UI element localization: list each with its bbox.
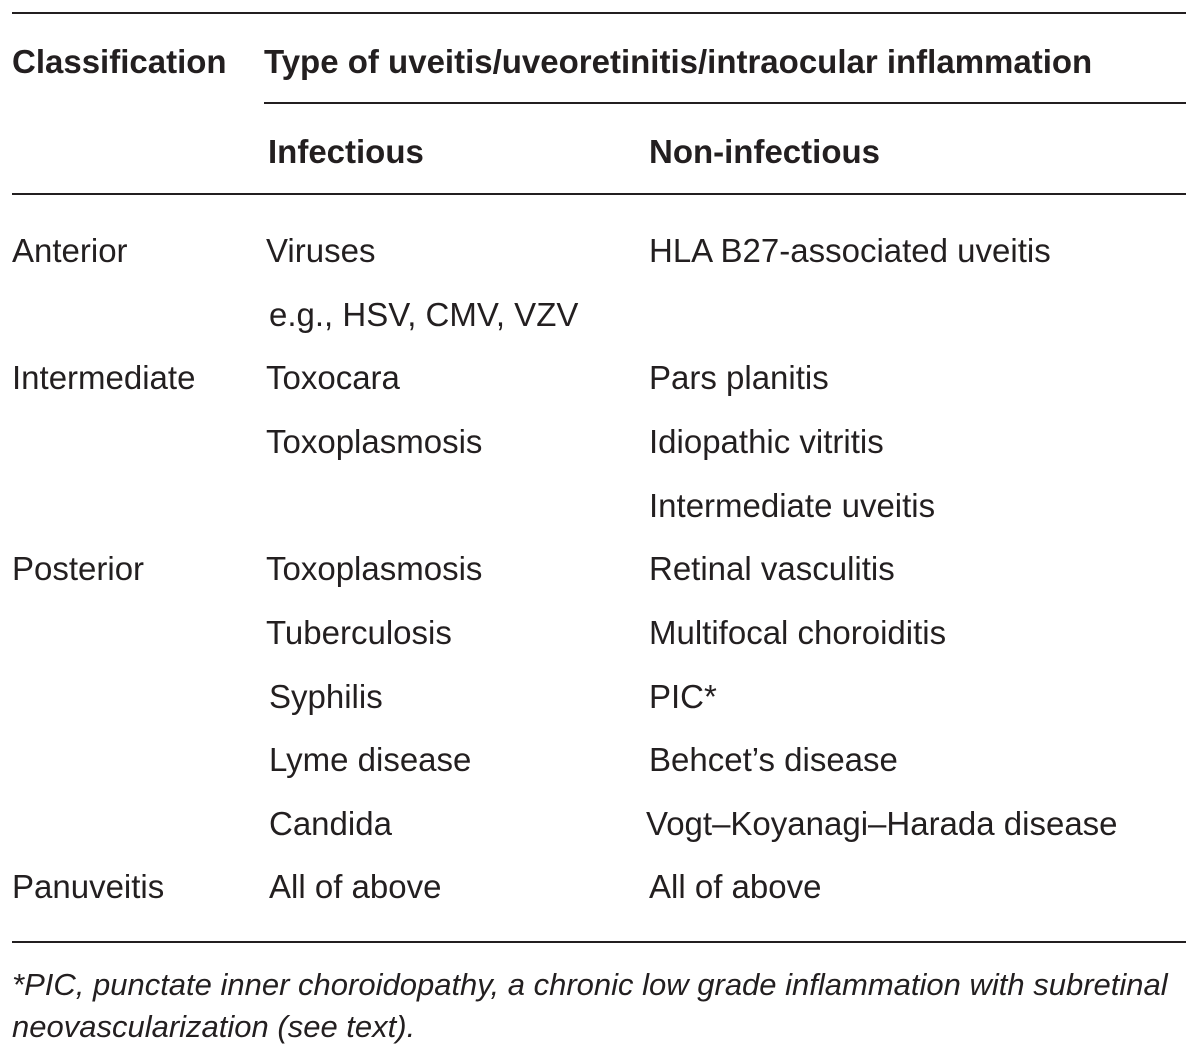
table-bottom-rule [12, 941, 1186, 943]
row-9-non-infectious: Vogt–Koyanagi–Harada disease [646, 805, 1118, 842]
row-0-classification: Anterior [12, 232, 128, 269]
row-8-non-infectious: Behcet’s disease [649, 741, 898, 778]
row-0-non-infectious: HLA B27-associated uveitis [649, 232, 1051, 269]
table-footnote: *PIC, punctate inner choroidopathy, a chronic low grade inflammation with subretinal neovascularization (see text). [12, 967, 1168, 1044]
row-5-infectious: Toxoplasmosis [266, 550, 483, 587]
row-0-infectious: Viruses [266, 232, 376, 269]
row-6-non-infectious: Multifocal choroiditis [649, 614, 947, 651]
header-bottom-rule [12, 193, 1186, 195]
header-type: Type of uveitis/uveoretinitis/intraocular inflammation [264, 43, 1093, 80]
spanner-rule [264, 102, 1186, 104]
header-infectious: Infectious [268, 133, 424, 170]
row-7-infectious: Syphilis [269, 678, 383, 715]
row-2-classification: Intermediate [12, 359, 196, 396]
header-non-infectious: Non-infectious [649, 133, 880, 170]
row-8-infectious: Lyme disease [269, 741, 472, 778]
row-10-non-infectious: All of above [649, 868, 822, 905]
row-1-infectious: e.g., HSV, CMV, VZV [269, 296, 579, 333]
top-rule [12, 12, 1186, 14]
row-3-infectious: Toxoplasmosis [266, 423, 483, 460]
row-4-non-infectious: Intermediate uveitis [649, 487, 936, 524]
row-7-non-infectious: PIC* [649, 678, 717, 715]
header-classification: Classification [12, 43, 227, 80]
row-3-non-infectious: Idiopathic vitritis [649, 423, 884, 460]
row-10-infectious: All of above [269, 868, 442, 905]
row-2-non-infectious: Pars planitis [649, 359, 829, 396]
row-6-infectious: Tuberculosis [266, 614, 452, 651]
row-5-classification: Posterior [12, 550, 145, 587]
row-2-infectious: Toxocara [266, 359, 400, 396]
row-9-infectious: Candida [269, 805, 392, 842]
row-5-non-infectious: Retinal vasculitis [649, 550, 895, 587]
row-10-classification: Panuveitis [12, 868, 165, 905]
